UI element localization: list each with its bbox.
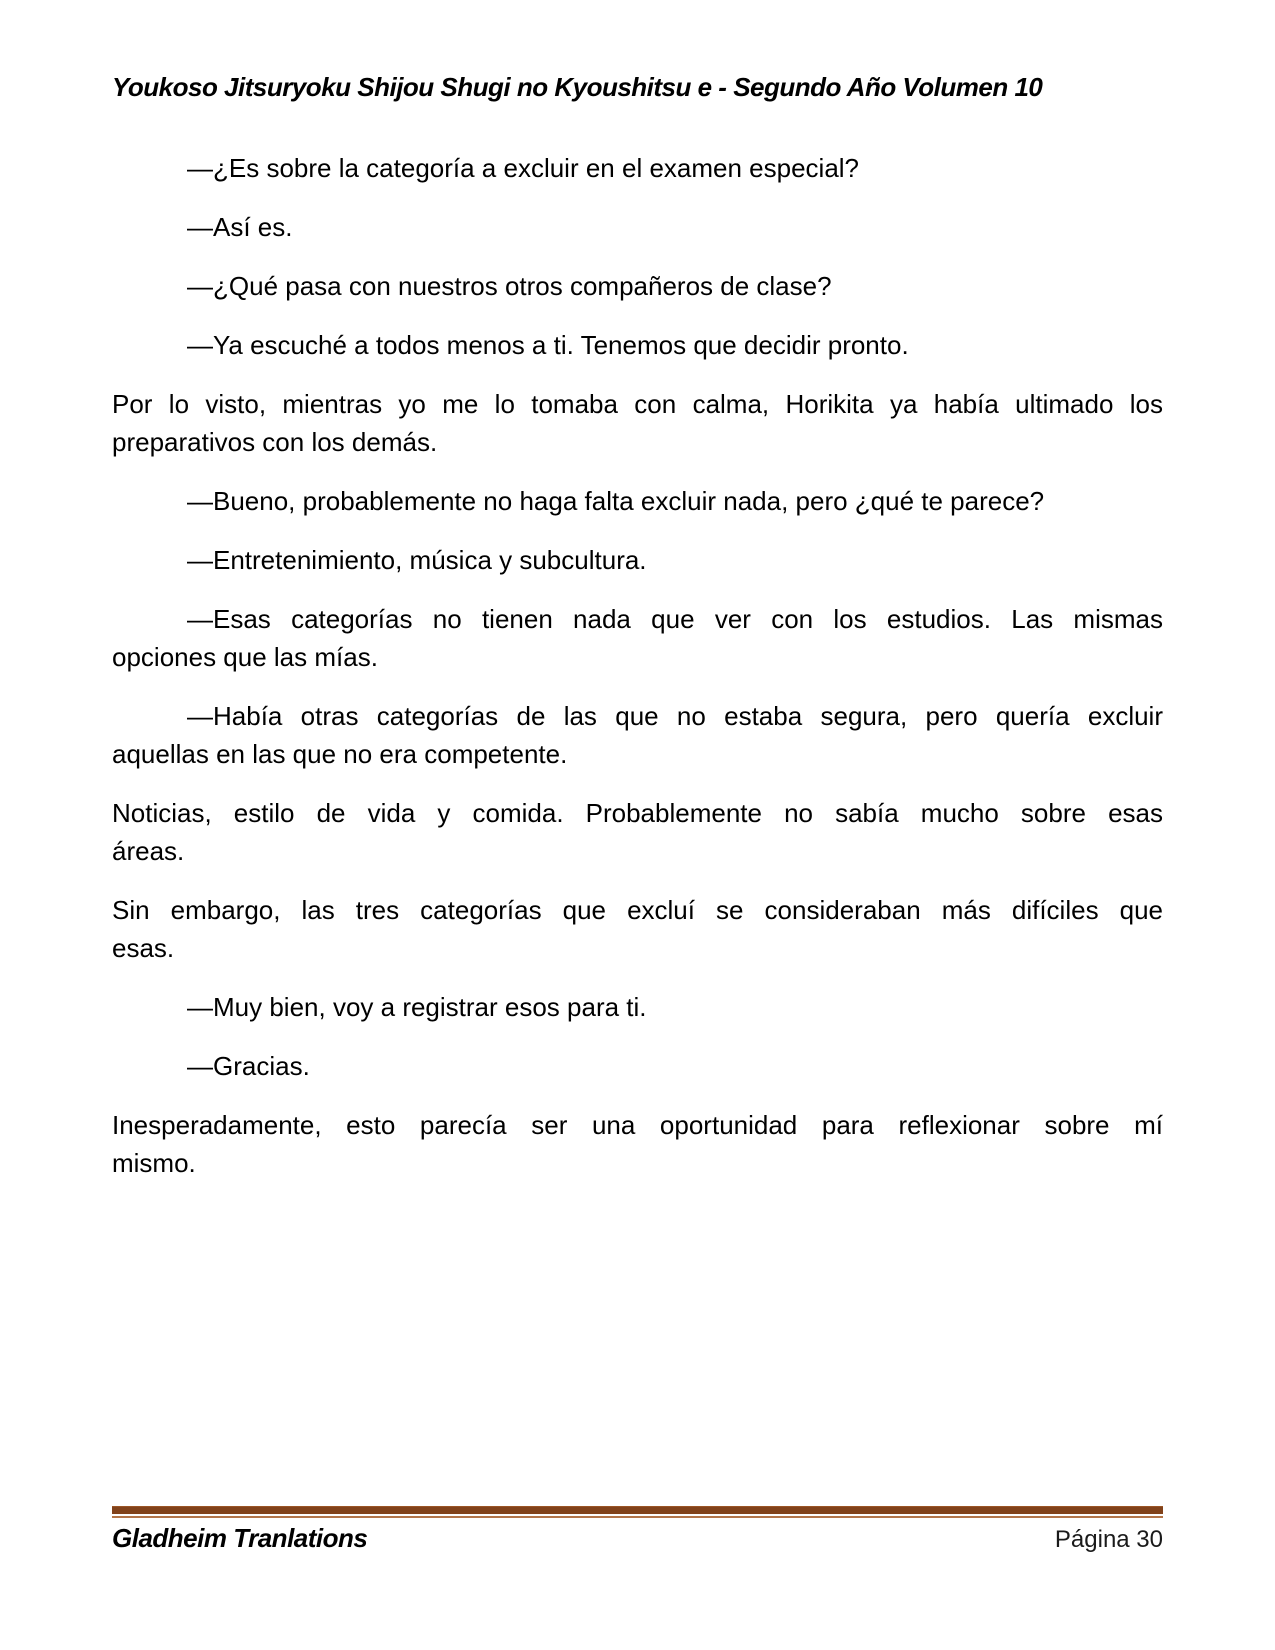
text-line: —Había otras categorías de las que no estaba segura, pero quería excluir <box>187 701 1163 731</box>
text-line: —¿Es sobre la categoría a excluir en el examen especial? <box>187 153 860 183</box>
page-header-title: Youkoso Jitsuryoku Shijou Shugi no Kyoushitsu e - Segundo Año Volumen 10 <box>112 72 1043 102</box>
text-line: aquellas en las que no era competente. <box>112 739 568 769</box>
paragraph <box>112 600 1163 676</box>
text-line: áreas. <box>112 836 185 866</box>
paragraph <box>112 988 1163 1026</box>
paragraph <box>112 1106 1163 1182</box>
paragraph <box>112 267 1163 305</box>
footer-row <box>112 1523 1163 1555</box>
text-line: opciones que las mías. <box>112 642 378 672</box>
text-line: Noticias, estilo de vida y comida. Probablemente no sabía mucho sobre esas <box>112 798 1163 828</box>
text-line: —Bueno, probablemente no haga falta excluir nada, pero ¿qué te parece? <box>187 486 1045 516</box>
text-line: Sin embargo, las tres categorías que excluí se consideraban más difíciles que <box>112 895 1163 925</box>
paragraph <box>112 794 1163 870</box>
footer-rule-thick <box>112 1506 1163 1514</box>
paragraphs <box>112 149 1163 1182</box>
text-line: mismo. <box>112 1148 196 1178</box>
paragraph <box>112 697 1163 773</box>
paragraph <box>112 326 1163 364</box>
paragraph <box>112 541 1163 579</box>
page-footer <box>112 1506 1163 1555</box>
text-line: —Muy bien, voy a registrar esos para ti. <box>187 992 647 1022</box>
paragraph <box>112 891 1163 967</box>
paragraph <box>112 208 1163 246</box>
paragraph <box>112 149 1163 187</box>
text-line: —Entretenimiento, música y subcultura. <box>187 545 647 575</box>
text-line: Por lo visto, mientras yo me lo tomaba con calma, Horikita ya había ultimado los <box>112 389 1163 419</box>
paragraph <box>112 482 1163 520</box>
paragraph <box>112 1047 1163 1085</box>
footer-rule-thin <box>112 1516 1163 1518</box>
text-line: Inesperadamente, esto parecía ser una oportunidad para reflexionar sobre mí <box>112 1110 1163 1140</box>
paragraph <box>112 385 1163 461</box>
text-line: —Así es. <box>187 212 293 242</box>
text-line: preparativos con los demás. <box>112 427 438 457</box>
footer-translator-name: Gladheim Tranlations <box>112 1523 368 1553</box>
text-line: —¿Qué pasa con nuestros otros compañeros de clase? <box>187 271 832 301</box>
text-line: —Ya escuché a todos menos a ti. Tenemos que decidir pronto. <box>187 330 909 360</box>
text-line: esas. <box>112 933 175 963</box>
text-line: —Gracias. <box>187 1051 310 1081</box>
text-line: —Esas categorías no tienen nada que ver con los estudios. Las mismas <box>187 604 1163 634</box>
footer-page-number: Página 30 <box>1054 1526 1163 1553</box>
